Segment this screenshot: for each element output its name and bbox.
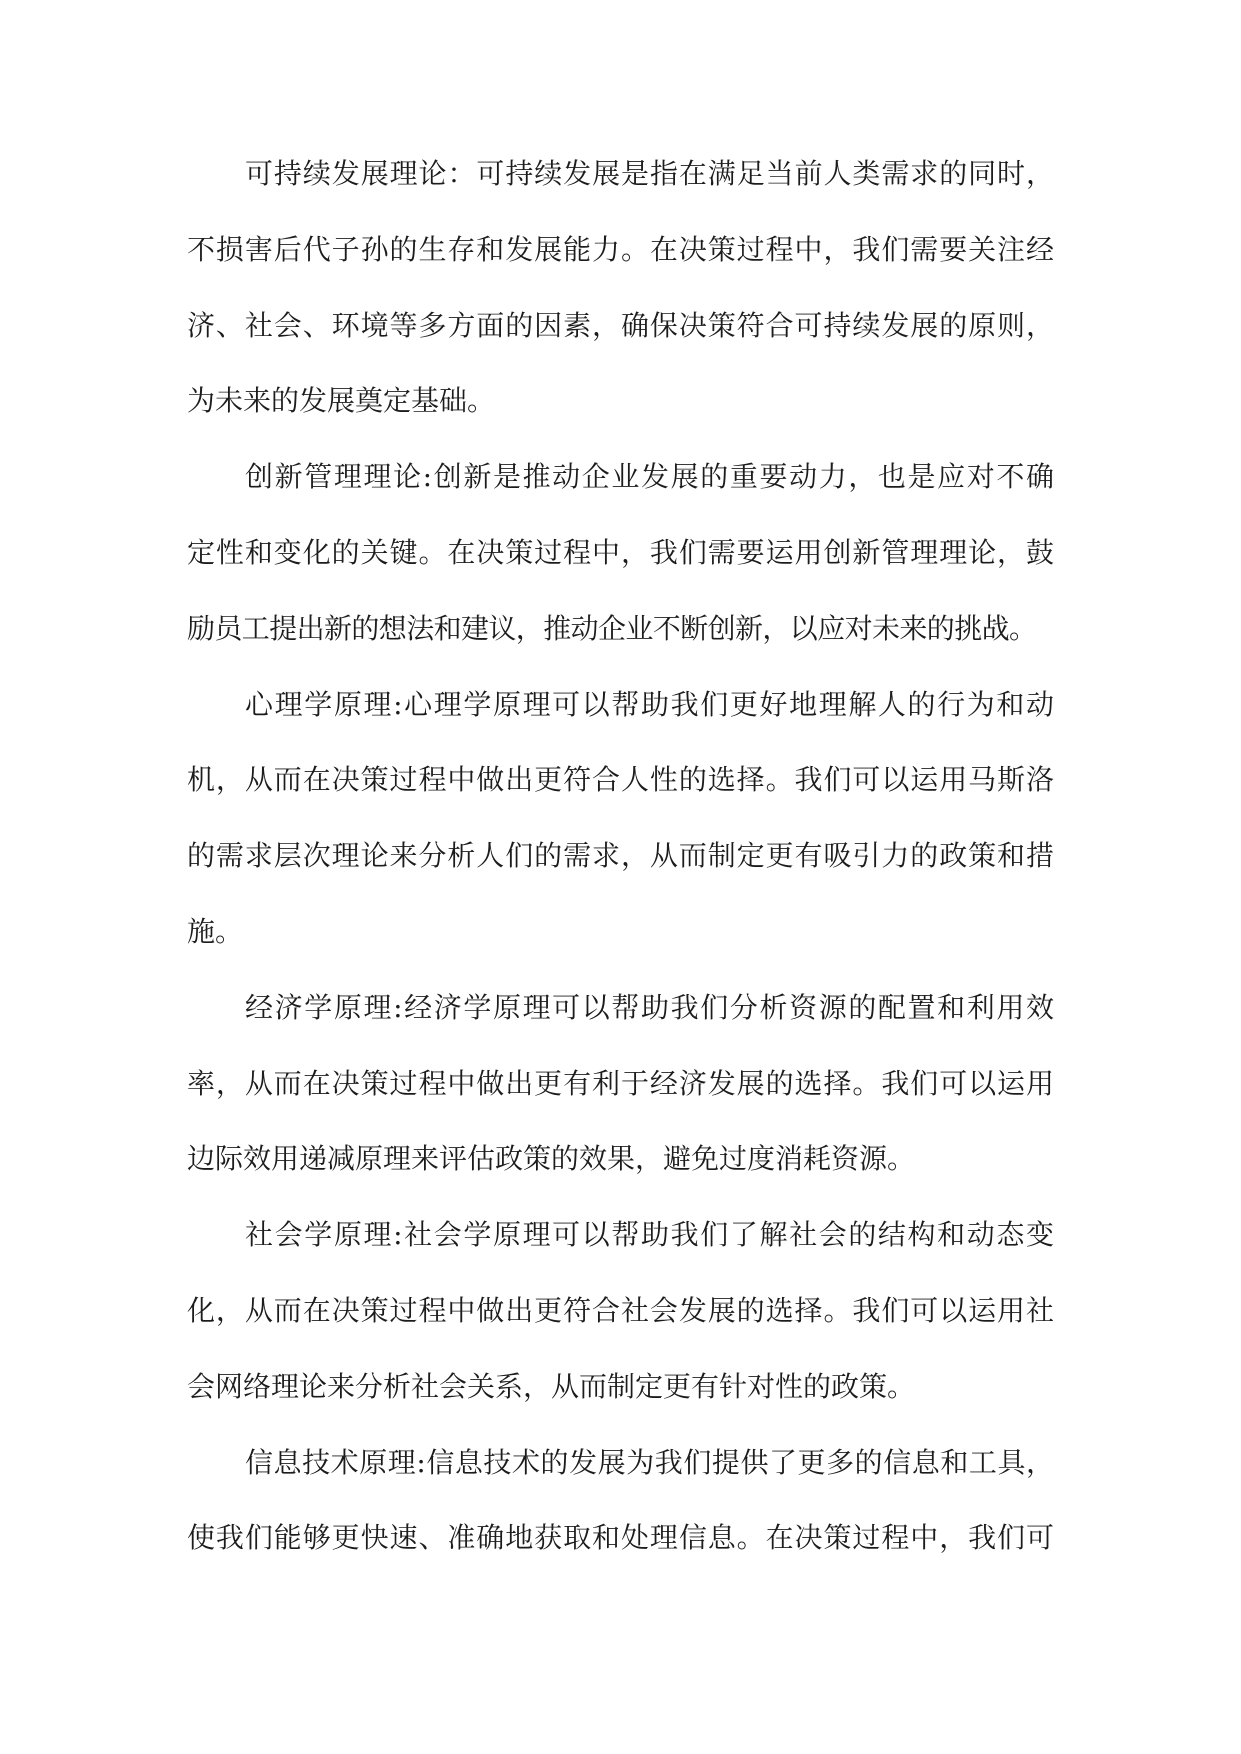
paragraph-psychology (187, 667, 1054, 970)
paragraph-innovation-management (187, 439, 1054, 666)
text-line: 率，从而在决策过程中做出更有利于经济发展的选择。我们可以运用 (187, 1066, 1054, 1100)
paragraph-economics (187, 970, 1054, 1197)
text-line: 会网络理论来分析社会关系，从而制定更有针对性的政策。 (187, 1369, 916, 1403)
text-line: 机，从而在决策过程中做出更符合人性的选择。我们可以运用马斯洛 (187, 763, 1054, 797)
text-line: 使我们能够更快速、准确地获取和处理信息。在决策过程中，我们可 (187, 1521, 1054, 1555)
paragraph-information-technology (187, 1425, 1054, 1577)
text-line: 可持续发展理论：可持续发展是指在满足当前人类需求的同时， (245, 157, 1054, 190)
text-line: 不损害后代子孙的生存和发展能力。在决策过程中，我们需要关注经 (187, 232, 1054, 266)
text-line: 的需求层次理论来分析人们的需求，从而制定更有吸引力的政策和措 (187, 839, 1054, 873)
text-line: 边际效用递减原理来评估政策的效果，避免过度消耗资源。 (187, 1142, 916, 1176)
text-line: 经济学原理:经济学原理可以帮助我们分析资源的配置和利用效 (245, 990, 1054, 1024)
text-line: 为未来的发展奠定基础。 (187, 384, 496, 418)
paragraph-sustainable-development (187, 136, 1054, 439)
text-line: 化，从而在决策过程中做出更符合社会发展的选择。我们可以运用社 (187, 1293, 1054, 1327)
text-line: 信息技术原理:信息技术的发展为我们提供了更多的信息和工具， (245, 1445, 1054, 1479)
text-line: 定性和变化的关键。在决策过程中，我们需要运用创新管理理论，鼓 (187, 535, 1054, 569)
text-line: 社会学原理:社会学原理可以帮助我们了解社会的结构和动态变 (245, 1218, 1054, 1252)
text-line: 创新管理理论:创新是推动企业发展的重要动力，也是应对不确 (245, 460, 1054, 494)
text-line: 励员工提出新的想法和建议，推动企业不断创新，以应对未来的挑战。 (187, 611, 1037, 645)
document-body (187, 136, 1054, 1576)
text-line: 心理学原理:心理学原理可以帮助我们更好地理解人的行为和动 (245, 687, 1054, 721)
text-line: 济、社会、环境等多方面的因素，确保决策符合可持续发展的原则， (187, 308, 1054, 342)
paragraph-sociology (187, 1197, 1054, 1424)
text-line: 施。 (187, 914, 244, 948)
